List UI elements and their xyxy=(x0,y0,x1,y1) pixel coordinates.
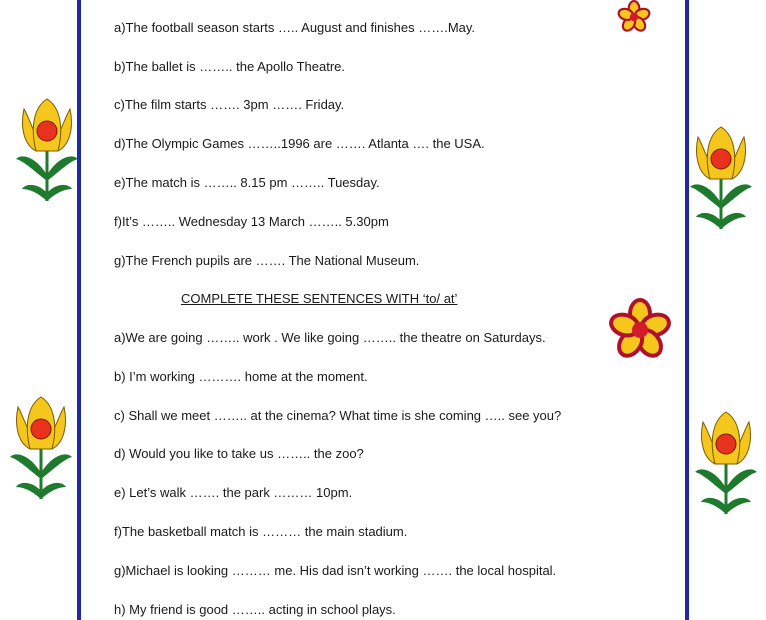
tulip-icon xyxy=(8,395,74,505)
daisy-icon xyxy=(602,0,666,34)
exercise-b-item-b: b) I’m working ………. home at the moment. xyxy=(114,369,368,384)
exercise-a-item-f: f)It’s …….. Wednesday 13 March …….. 5.30pm xyxy=(114,214,389,229)
exercise-b-item-c: c) Shall we meet …….. at the cinema? What time is she coming ….. see you? xyxy=(114,408,562,423)
exercise-b-item-a: a)We are going …….. work . We like going …….. the theatre on Saturdays. xyxy=(114,330,546,345)
exercise-b-item-d: d) Would you like to take us …….. the zoo? xyxy=(114,446,364,461)
exercise-b-item-e: e) Let’s walk ……. the park ……… 10pm. xyxy=(114,485,353,500)
exercise-b-item-h: h) My friend is good …….. acting in school plays. xyxy=(114,602,396,617)
exercise-b-heading: COMPLETE THESE SENTENCES WITH ‘to/ at’ xyxy=(181,291,458,306)
tulip-icon xyxy=(688,125,754,235)
tulip-icon xyxy=(14,97,80,207)
exercise-b-item-f: f)The basketball match is ……… the main stadium. xyxy=(114,524,408,539)
page-border-right xyxy=(685,0,689,620)
exercise-a-item-c: c)The film starts ……. 3pm ……. Friday. xyxy=(114,97,345,112)
exercise-b-item-g: g)Michael is looking ……… me. His dad isn’t working ……. the local hospital. xyxy=(114,563,557,578)
tulip-icon xyxy=(693,410,759,520)
exercise-a-item-g: g)The French pupils are ……. The National Museum. xyxy=(114,253,420,268)
exercise-a-item-e: e)The match is …….. 8.15 pm …….. Tuesday. xyxy=(114,175,380,190)
exercise-a-item-d: d)The Olympic Games ……..1996 are ……. Atlanta …. the USA. xyxy=(114,136,485,151)
page-border-left xyxy=(77,0,81,620)
exercise-a-item-a: a)The football season starts ….. August and finishes …….May. xyxy=(114,20,476,35)
exercise-a-item-b: b)The ballet is …….. the Apollo Theatre. xyxy=(114,59,345,74)
daisy-icon xyxy=(608,298,672,362)
